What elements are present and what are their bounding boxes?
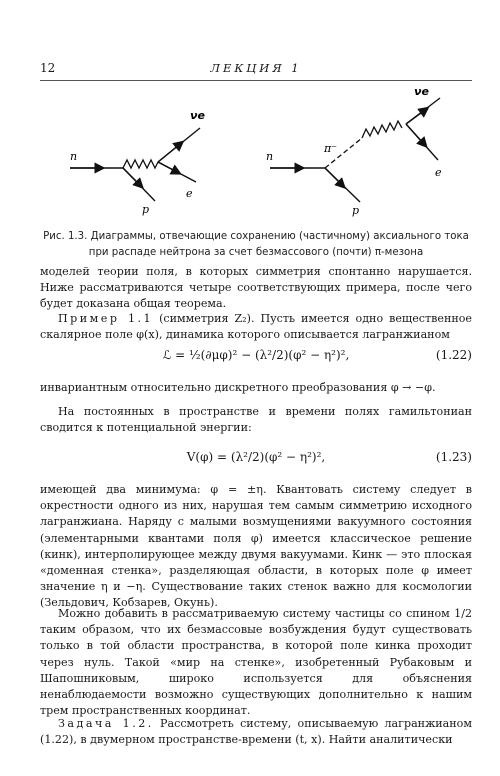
paragraph-spin: Можно добавить в рассматриваемую систему частицы со спином 1/2 таким образом, что их безмассовые возбуждения будут существовать только в той области пространства, в которой поле кинка проходит через нуль. Такой «мир на стенке», изобретенный Рубаковым и Шапошниковым, широко используется для объяснения ненаблюдаемости возможно существующих дополнительно к нашим трем пространственных координат. (40, 607, 472, 718)
w-boson-right (362, 121, 402, 138)
label-p-right: p (352, 204, 360, 217)
label-nu-right: νe (414, 86, 429, 98)
paragraph-invariance: инвариантным относительно дискретного преобразования φ → −φ. (40, 381, 436, 394)
right-diagram (266, 86, 442, 217)
running-head (40, 61, 472, 77)
paragraph-minima: имеющей два минимума: φ = ±η. Квантовать систему следует в окрестности одного из них, нарушая тем самым симметрию исходного лагранжиана. Наряду с малыми возмущениями вакуумного состояния (элементарными квантами поля φ) имеется классическое решение (кинк), интерполирующее между двумя вакуумами. Кинк — это плоская «доменная стенка», разделяющая области, в которых поле φ имеет значение η и −η. Существование таких стенок важно для космологии (Зельдович, Кобзарев, Окунь). (40, 483, 472, 610)
equation-1-22 (40, 346, 472, 370)
equation-1-23 (40, 448, 472, 472)
diagrams-svg (40, 86, 472, 236)
problem-text: Рассмотреть систему, описываемую лагранжианом (1.22), в двумерном пространстве-времени (t, x). Найти аналитически (40, 717, 472, 747)
problem-heading: Задача 1.2. (58, 717, 154, 730)
page-number: 12 (40, 61, 56, 75)
paragraph-1: моделей теории поля, в которых симметрия спонтанно нарушается. Ниже рассматриваются четыре соответствующих примера, после чего будет доказана общая теорема. (40, 265, 472, 311)
equation-1-23-formula: V(φ) = (λ²/2)(φ² − η²)², (186, 450, 326, 464)
label-n-left: n (70, 150, 78, 163)
label-n-right: n (266, 150, 274, 163)
left-diagram (70, 109, 205, 216)
equation-1-22-number: (1.22) (435, 348, 472, 362)
label-e-left: e (186, 187, 193, 200)
example-text: (симметрия Z₂). Пусть имеется одно вещественное скалярное поле φ(x), динамика которого описывается лагранжианом (40, 312, 473, 342)
paragraph-problem (40, 716, 472, 748)
equation-1-23-number: (1.23) (435, 450, 472, 464)
label-pi-right: π⁻ (324, 142, 338, 155)
w-boson-left (123, 160, 158, 168)
caption-line-2: при распаде нейтрона за счет безмассового (почти) π-мезона (88, 246, 424, 258)
label-e-right: e (435, 166, 442, 179)
header-rule (40, 80, 472, 81)
example-heading: Пример 1.1 (58, 312, 154, 325)
label-p-left: p (142, 203, 150, 216)
caption-line-1: Рис. 1.3. Диаграммы, отвечающие сохранению (частичному) аксиального тока (43, 231, 469, 242)
paragraph-hamiltonian: На постоянных в пространстве и времени полях гамильтониан сводится к потенциальной энергии: (40, 405, 472, 435)
equation-1-22-formula: ℒ = ½(∂μφ)² − (λ²/2)(φ² − η²)², (162, 348, 350, 362)
label-nu-left: νe (190, 109, 205, 122)
paragraph-example (40, 311, 472, 343)
figure-caption (40, 229, 472, 260)
chapter-title: ЛЕКЦИЯ 1 (210, 61, 302, 75)
feynman-diagrams-figure (40, 86, 472, 236)
